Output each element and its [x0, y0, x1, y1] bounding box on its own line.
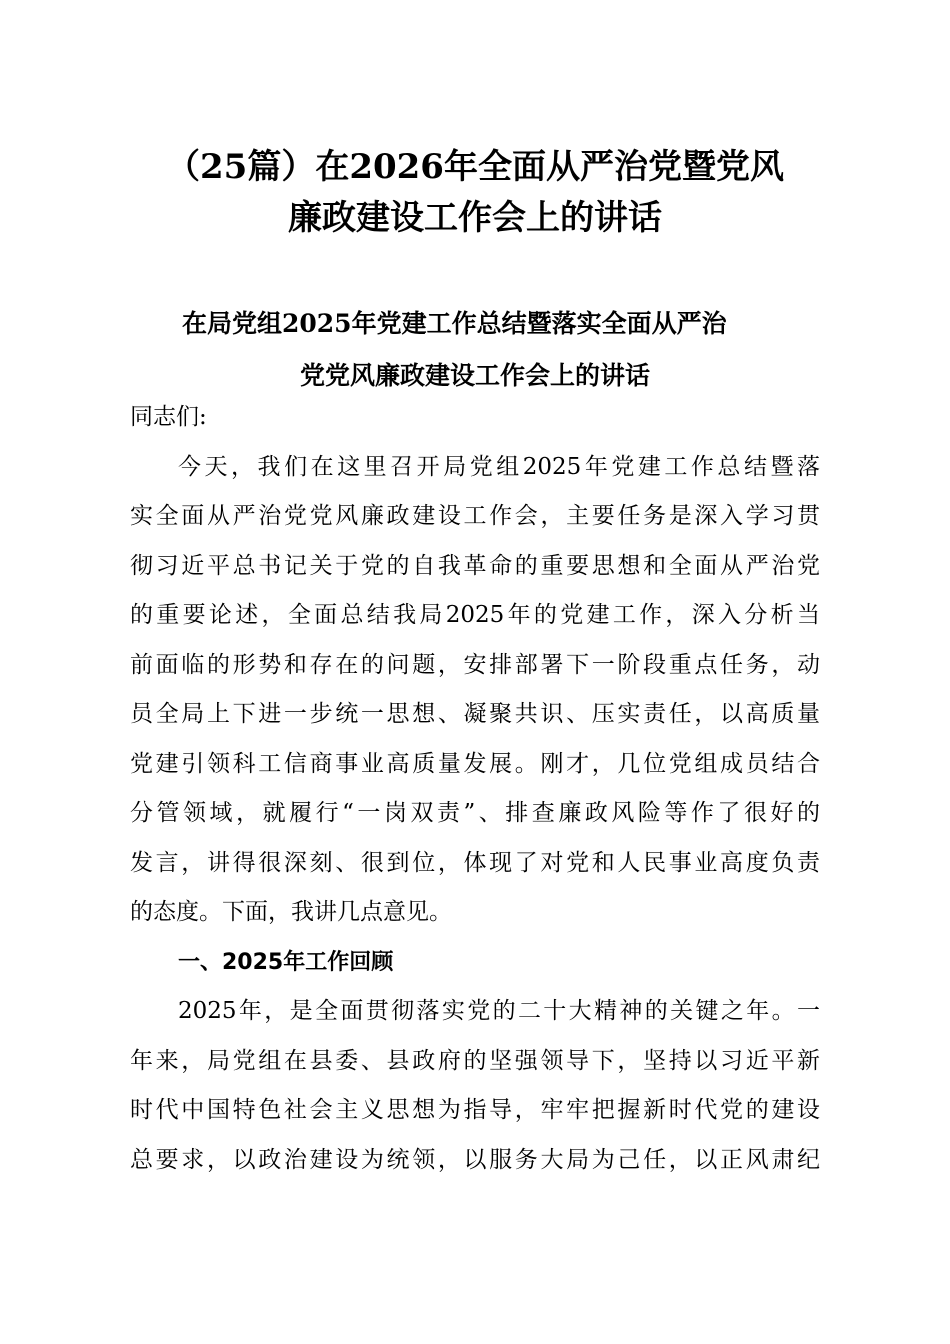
paragraph-line: 实全面从严治党党风廉政建设工作会，主要任务是深入学习贯: [130, 503, 820, 529]
document-title: [120, 142, 830, 244]
paragraph-line: 2025年，是全面贯彻落实党的二十大精神的关键之年。一: [178, 998, 820, 1024]
paragraph-line: 发言，讲得很深刻、很到位，体现了对党和人民事业高度负责: [130, 849, 820, 876]
document-title-line: （25篇）在2026年全面从严治党暨党风: [166, 147, 784, 187]
paragraph-line: 分管领域，就履行“一岗双责”、排查廉政风险等作了很好的: [130, 800, 820, 826]
paragraph-line: 前面临的形势和存在的问题，安排部署下一阶段重点任务，动: [130, 651, 820, 678]
section-heading: 一、2025年工作回顾: [178, 949, 394, 975]
paragraph-line: 总要求，以政治建设为统领，以服务大局为己任，以正风肃纪: [130, 1146, 820, 1173]
speech-subtitle-line: 在局党组2025年党建工作总结暨落实全面从严治: [182, 309, 727, 338]
paragraph-line: 员全局上下进一步统一思想、凝聚共识、压实责任，以高质量: [130, 701, 820, 727]
paragraph-line: 党建引领科工信商事业高质量发展。刚才，几位党组成员结合: [130, 750, 820, 777]
paragraph-line: 时代中国特色社会主义思想为指导，牢牢把握新时代党的建设: [130, 1097, 820, 1123]
paragraph-line: 彻习近平总书记关于党的自我革命的重要思想和全面从严治党: [130, 552, 820, 579]
paragraph-opening: [130, 443, 820, 938]
speech-subtitle: [130, 298, 820, 402]
paragraph-line: 的重要论述，全面总结我局2025年的党建工作，深入分析当: [130, 602, 820, 628]
paragraph-line: 今天，我们在这里召开局党组2025年党建工作总结暨落: [178, 453, 820, 480]
document-title-line: 廉政建设工作会上的讲话: [288, 198, 662, 238]
paragraph-line: 的态度。下面，我讲几点意见。: [130, 899, 452, 925]
speech-subtitle-line: 党党风廉政建设工作会上的讲话: [299, 361, 650, 390]
speech-body: [130, 393, 820, 1185]
paragraph-review: [130, 987, 820, 1185]
paragraph-line: 年来，局党组在县委、县政府的坚强领导下，坚持以习近平新: [130, 1047, 820, 1074]
salutation: 同志们:: [130, 404, 207, 430]
